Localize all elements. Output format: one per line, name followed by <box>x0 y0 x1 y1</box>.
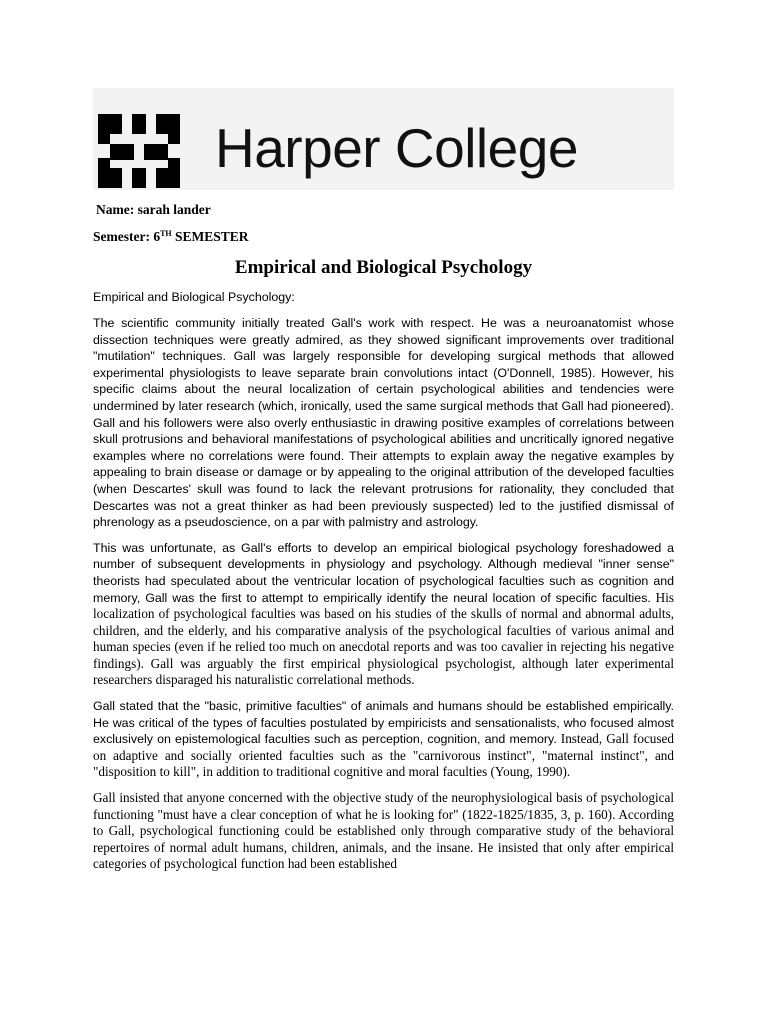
student-name: Name: sarah lander <box>96 202 211 217</box>
paragraph-2-text-b: His localization of psychological faculties was based on his studies of the skulls of normal and abnormal adults, children, and the elderly, and his comparative analysis of the psychological faculties of various animal and human species (even if he relied too much on anecdotal reports and was too cavalier in rejecting his negative findings). Gall was arguably the first empirical physiological psychologist, although later experimental researchers disparaged his naturalistic correlational methods. <box>93 589 674 688</box>
college-name: Harper College <box>215 117 578 179</box>
harper-college-logo-icon <box>98 114 180 188</box>
semester-suffix: SEMESTER <box>171 229 249 244</box>
semester-prefix: Semester: 6 <box>93 229 161 244</box>
college-banner <box>93 88 674 190</box>
semester-superscript: TH <box>160 229 172 238</box>
paragraph-1 <box>93 315 674 531</box>
paragraph-3-text-b: Instead, Gall focused on adaptive and socially oriented faculties such as the "carnivorous instinct", "maternal instinct", and "disposition to kill", in addition to traditional cognitive and moral faculties (Young, 1990). <box>93 731 674 780</box>
document-subtitle: Empirical and Biological Psychology: <box>93 290 295 304</box>
document-page <box>93 88 674 873</box>
document-title: Empirical and Biological Psychology <box>234 257 533 278</box>
paragraph-2-text-a: This was unfortunate, as Gall's efforts to develop an empirical biological psychology foreshadowed a number of subsequent developments in physiology and psychology. Although medieval "inner sense" theorists had speculated about the ventricular location of psychological faculties such as cognition and memory, Gall was the first to attempt to empirically identify the neural location of specific faculties. <box>93 540 674 605</box>
paragraph-4-text: Gall insisted that anyone concerned with the objective study of the neurophysiological basis of psychological functioning "must have a clear conception of what he is looking for" (1822-1825/1835, 3, p. 160). According to Gall, psychological functioning could be established only through comparative study of the behavioral repertoires of normal adult humans, children, animals, and the insane. He insisted that only after empirical categories of psychological function had been established <box>93 790 674 872</box>
paragraph-1-text: The scientific community initially treated Gall's work with respect. He was a neuroanatomist whose dissection techniques were greatly admired, as they showed significant improvements over traditional "mutilation" techniques. Gall was largely responsible for developing surgical methods that allowed experimental physiologists to leave separate brain convolutions intact (O'Donnell, 1985). However, his specific claims about the neural localization of certain psychological abilities and tendencies were undermined by later research (which, ironically, used the same surgical methods that Gall had pioneered). Gall and his followers were also overly enthusiastic in drawing positive examples of correlations between skull protrusions and behavioral manifestations of psychological abilities and uncritically ignored negative examples where no correlations were found. Their attempts to explain away the negative examples by appealing to brain disease or damage or by appealing to the original attribution of the developed faculties (when Descartes' skull was found to lack the relevant protrusions for rationality, they concluded that Descartes was not a great thinker as had been previously suspected) led to the justified dismissal of phrenology as a pseudoscience, on a par with palmistry and astrology. <box>93 316 674 530</box>
paragraph-3 <box>93 698 674 781</box>
paragraph-2 <box>93 540 674 689</box>
student-semester <box>93 229 674 245</box>
paragraph-3-text-a: Gall stated that the "basic, primitive faculties" of animals and humans should be established empirically. He was critical of the types of faculties postulated by empiricists and sensationalists, who focused almost exclusively on epistemological faculties such as perception, cognition, and memory. <box>93 699 674 747</box>
paragraph-4 <box>93 790 674 873</box>
